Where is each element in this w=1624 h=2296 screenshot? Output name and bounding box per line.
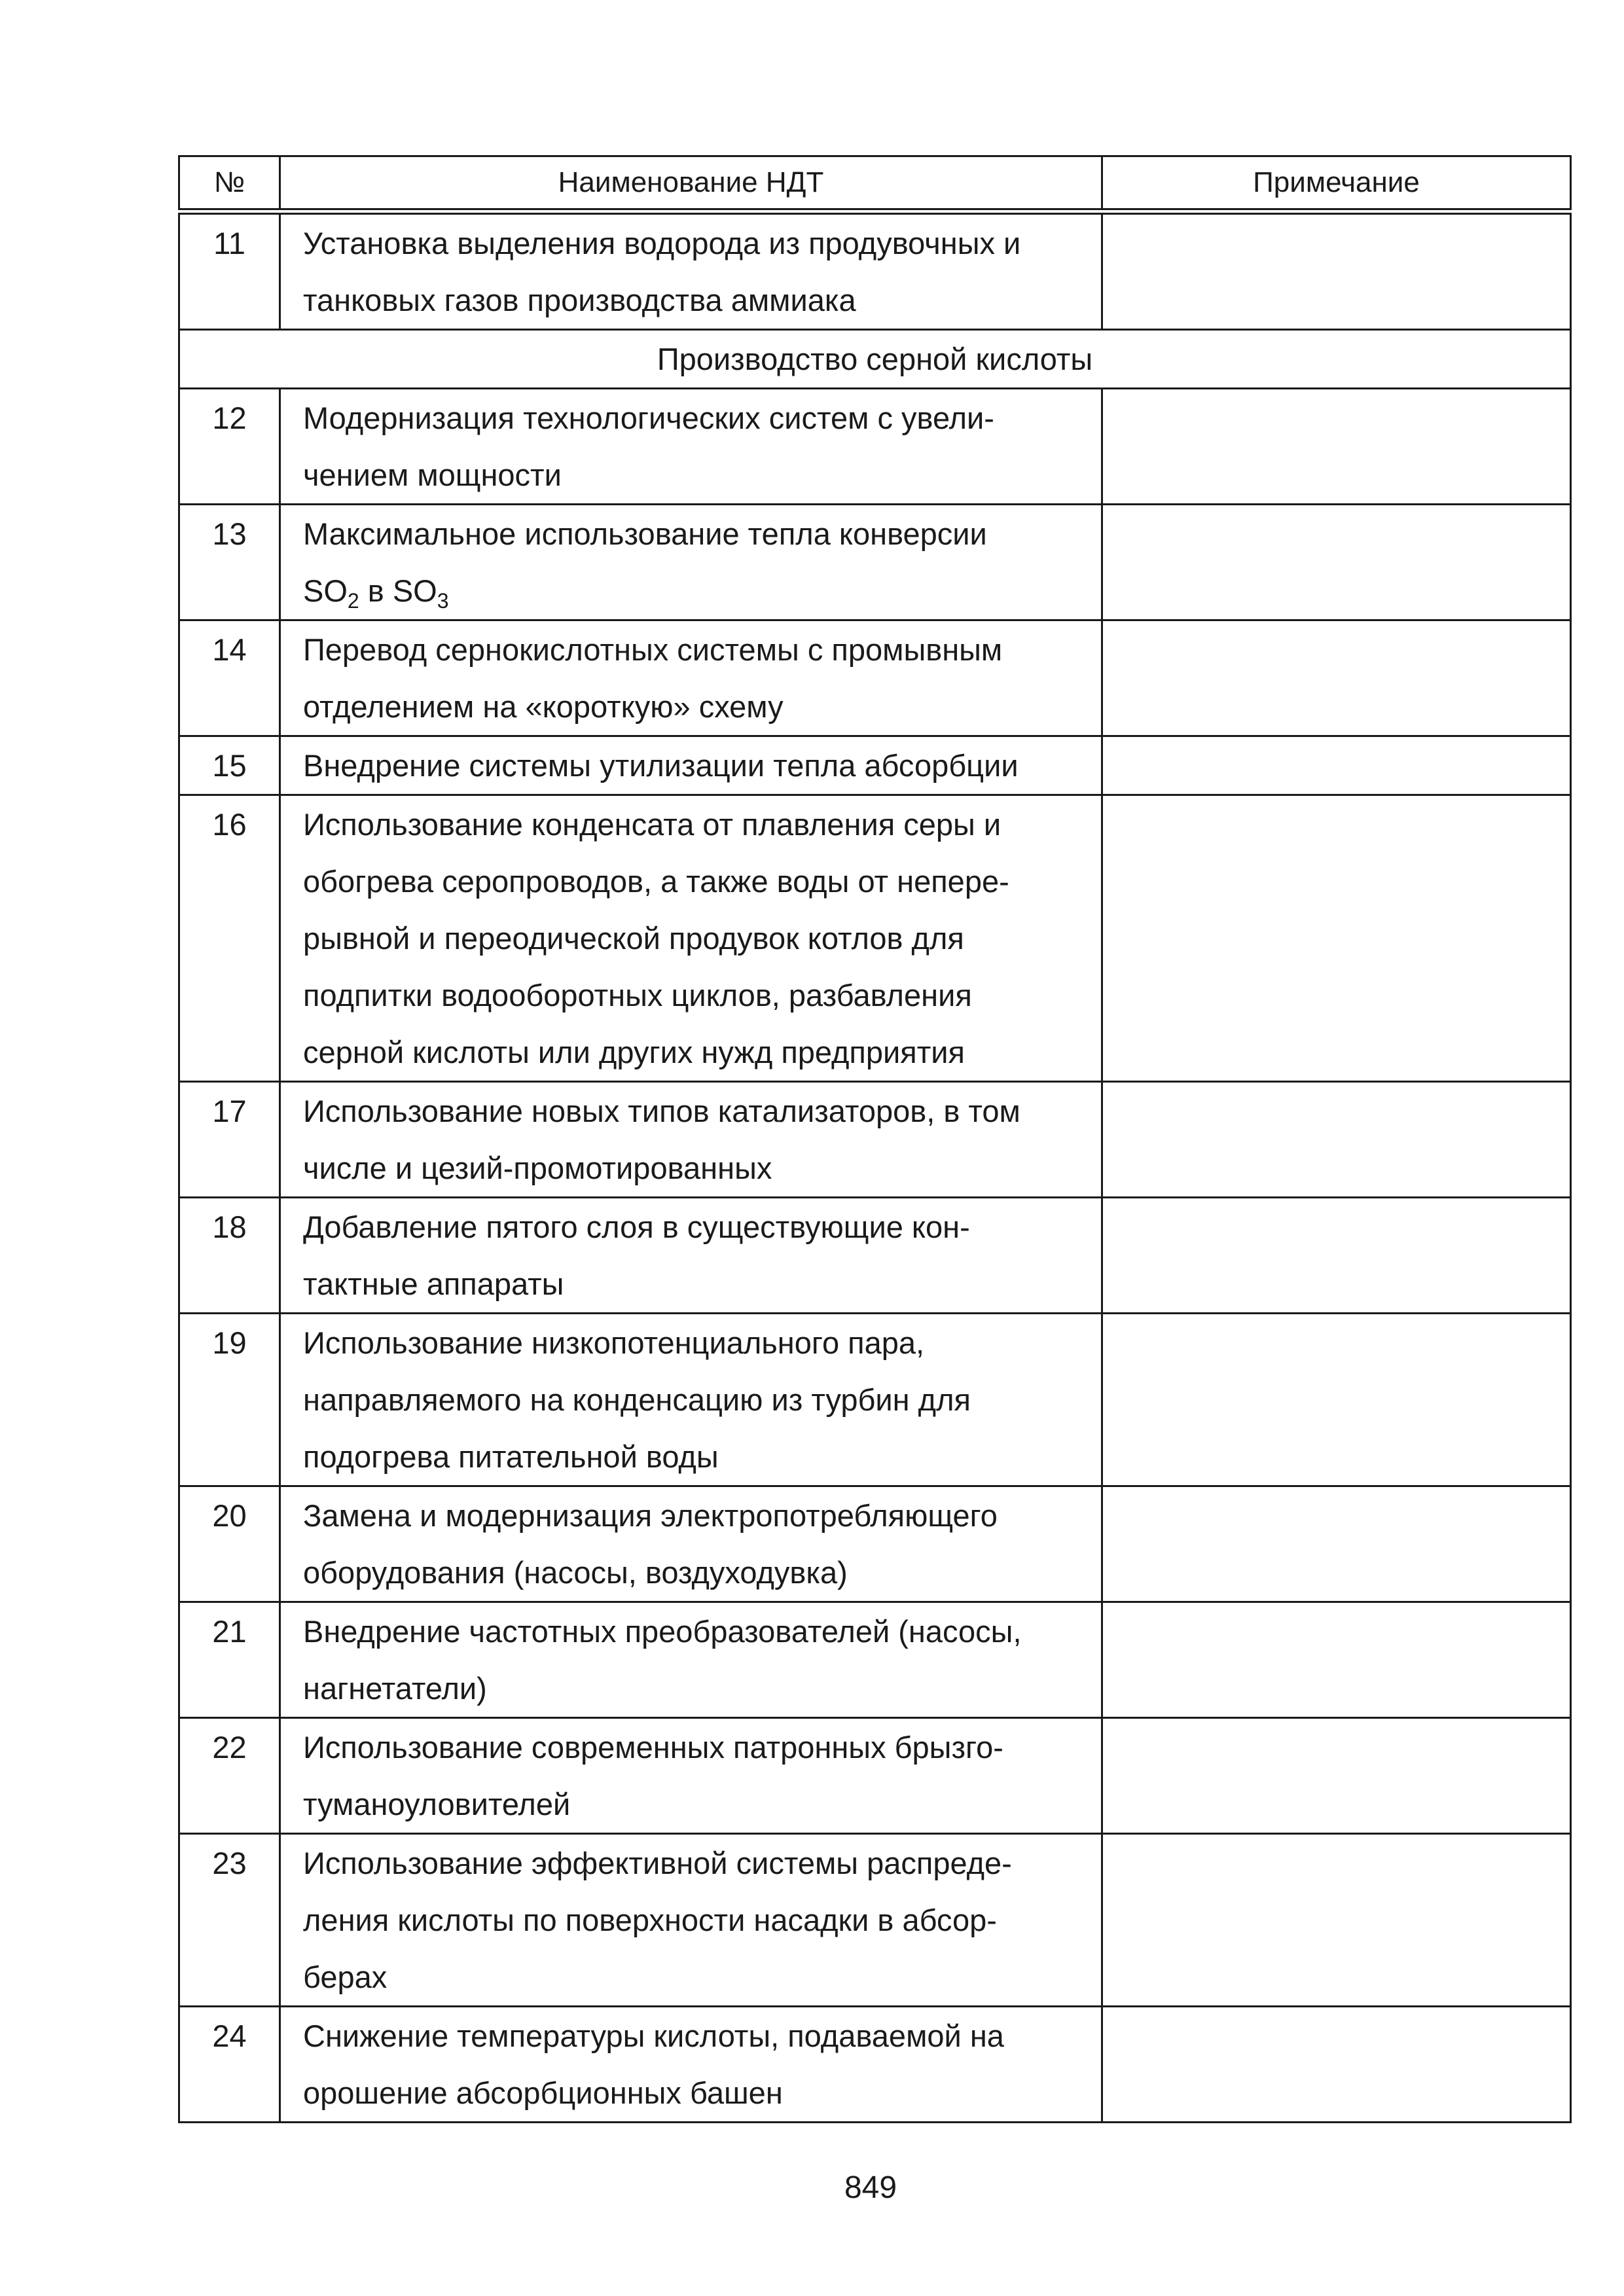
row-number: 17 [179, 1082, 280, 1198]
header-note: Примечание [1102, 156, 1571, 212]
row-name: Использование эффективной системы распреде- ления кислоты по поверхности насадки в абсор- берах [280, 1834, 1102, 2007]
row-name: Использование конденсата от плавления серы и обогрева серопроводов, а также воды от непере- рывной и переодической продувок котлов для подпитки водооборотных циклов, разбавления серной кислоты или других нужд предприятия [280, 795, 1102, 1082]
row-name [280, 505, 1102, 620]
table-row [179, 1486, 1571, 1602]
table-body [179, 156, 1571, 2123]
row-number: 22 [179, 1718, 280, 1834]
section-row [179, 330, 1571, 389]
row-name: Установка выделения водорода из продувочных и танковых газов производства аммиака [280, 211, 1102, 330]
table-row [179, 1314, 1571, 1486]
row-number: 11 [179, 211, 280, 330]
table-row [179, 1082, 1571, 1198]
row-note [1102, 1198, 1571, 1314]
row-name: Использование низкопотенциального пара, направляемого на конденсацию из турбин для подогрева питательной воды [280, 1314, 1102, 1486]
row-note [1102, 505, 1571, 620]
row-note [1102, 1718, 1571, 1834]
table-row [179, 736, 1571, 795]
row-note [1102, 795, 1571, 1082]
row-name: Перевод сернокислотных системы с промывным отделением на «короткую» схему [280, 620, 1102, 736]
row-number: 24 [179, 2007, 280, 2123]
row-number: 16 [179, 795, 280, 1082]
row-number: 20 [179, 1486, 280, 1602]
row-number: 23 [179, 1834, 280, 2007]
row-name: Снижение температуры кислоты, подаваемой на орошение абсорбционных башен [280, 2007, 1102, 2123]
row-name-line1: Максимальное использование тепла конверсии [303, 516, 987, 551]
row-name: Использование новых типов катализаторов, в том числе и цезий-промотированных [280, 1082, 1102, 1198]
row-note [1102, 620, 1571, 736]
table-row [179, 211, 1571, 330]
table-row [179, 505, 1571, 620]
row-number: 18 [179, 1198, 280, 1314]
row-number: 21 [179, 1602, 280, 1718]
formula-so2: $SO_2$ [303, 573, 359, 613]
table-row [179, 389, 1571, 505]
row-name: Замена и модернизация электропотребляющего оборудования (насосы, воздуходувка) [280, 1486, 1102, 1602]
table-row [179, 1602, 1571, 1718]
formula-so3: $SO_3$ [392, 573, 449, 613]
page-number: 849 [844, 2170, 897, 2205]
table-row [179, 1718, 1571, 1834]
row-note [1102, 2007, 1571, 2123]
row-number: 14 [179, 620, 280, 736]
row-number: 12 [179, 389, 280, 505]
row-name: Добавление пятого слоя в существующие кон- тактные аппараты [280, 1198, 1102, 1314]
table-row [179, 2007, 1571, 2123]
row-number: 19 [179, 1314, 280, 1486]
row-note [1102, 1314, 1571, 1486]
row-name: Внедрение частотных преобразователей (насосы, нагнетатели) [280, 1602, 1102, 1718]
row-name: Внедрение системы утилизации тепла абсорбции [280, 736, 1102, 795]
table-row [179, 1198, 1571, 1314]
formula-to: в [359, 573, 393, 608]
row-note [1102, 1082, 1571, 1198]
row-number: 15 [179, 736, 280, 795]
row-note [1102, 1486, 1571, 1602]
table-row [179, 1834, 1571, 2007]
row-note [1102, 389, 1571, 505]
header-name: Наименование НДТ [280, 156, 1102, 212]
row-name: Модернизация технологических систем с увели- чением мощности [280, 389, 1102, 505]
section-title: Производство серной кислоты [179, 330, 1571, 389]
row-note [1102, 211, 1571, 330]
ndt-table [178, 155, 1572, 2123]
row-name: Использование современных патронных брызго- туманоуловителей [280, 1718, 1102, 1834]
row-note [1102, 1834, 1571, 2007]
table-header-row [179, 156, 1571, 212]
row-number: 13 [179, 505, 280, 620]
row-note [1102, 1602, 1571, 1718]
row-note [1102, 736, 1571, 795]
table-row [179, 795, 1571, 1082]
table-row [179, 620, 1571, 736]
header-number: № [179, 156, 280, 212]
